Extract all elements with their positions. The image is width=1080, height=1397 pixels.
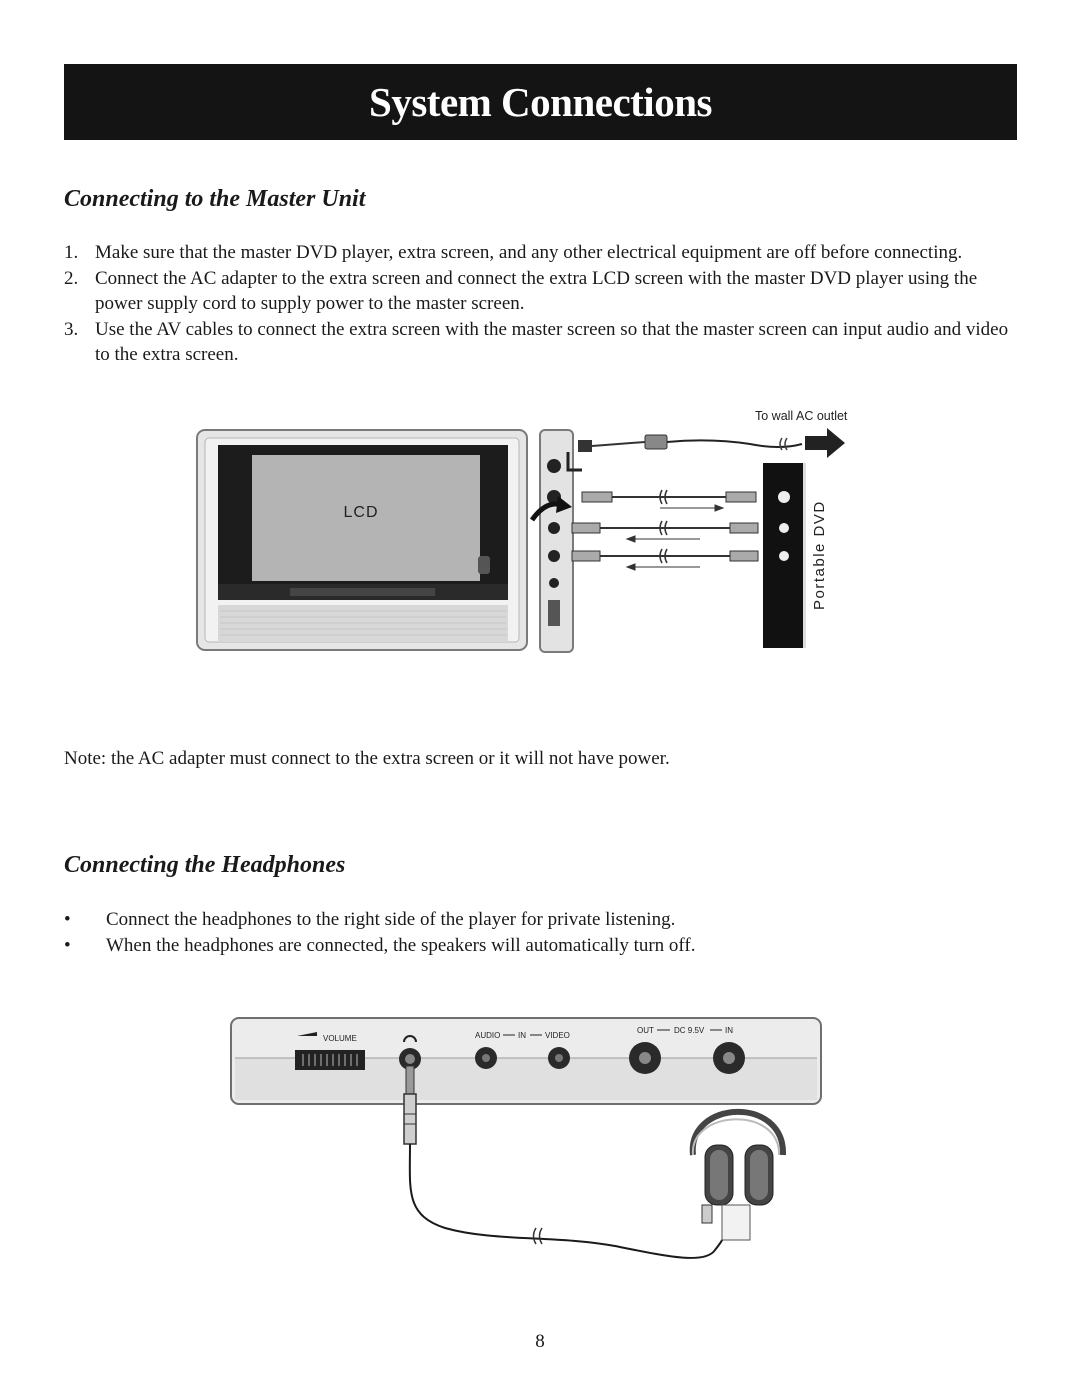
out-label: OUT (637, 1026, 654, 1035)
page-title: System Connections (369, 79, 712, 125)
wall-outlet-label: To wall AC outlet (755, 409, 848, 423)
step-number: 1. (64, 242, 79, 263)
master-unit-steps (64, 240, 1024, 368)
bullet-symbol: • (64, 909, 71, 930)
headphones-connection-diagram (225, 1010, 830, 1280)
portable-dvd-side (763, 463, 828, 648)
step-text: Make sure that the master DVD player, extra screen, and any other electrical equipment are off before connecting. (95, 242, 963, 263)
headphone-cable (410, 1144, 740, 1258)
bullet-text: When the headphones are connected, the speakers will automatically turn off. (106, 934, 696, 956)
step-text: Use the AV cables to connect the extra screen with the master screen so that the master screen can input audio and video to the extra screen. (95, 318, 1009, 365)
note-text: Note: the AC adapter must connect to the extra screen or it will not have power. (64, 748, 670, 769)
step-item (64, 240, 1024, 266)
headphone-plug (404, 1066, 416, 1144)
arrow-right-icon (805, 428, 845, 458)
dc-label: DC 9.5V (674, 1026, 705, 1035)
av-cables (572, 490, 758, 570)
bullet-item (64, 907, 695, 933)
title-bar (64, 64, 1017, 140)
step-text: Connect the AC adapter to the extra screen and connect the extra LCD screen with the master DVD player using the power supply cord to supply power to the master screen. (95, 267, 978, 314)
section-heading-headphones: Connecting the Headphones (64, 852, 346, 878)
master-unit-connection-diagram (190, 400, 880, 660)
audio-label: AUDIO (475, 1031, 501, 1040)
volume-label: VOLUME (323, 1034, 357, 1043)
step-item (64, 317, 1024, 368)
portable-dvd-label: Portable DVD (811, 500, 828, 610)
bullet-item (64, 933, 695, 959)
step-number: 2. (64, 267, 79, 289)
page-number: 8 (535, 1331, 545, 1352)
in2-label: IN (725, 1026, 733, 1035)
step-item (64, 266, 1024, 317)
bullet-symbol: • (64, 934, 71, 956)
section-heading-master-unit: Connecting to the Master Unit (64, 186, 366, 212)
step-number: 3. (64, 318, 79, 340)
lcd-monitor (197, 430, 527, 650)
bullet-text: Connect the headphones to the right side of the player for private listening. (106, 909, 676, 930)
video-label: VIDEO (545, 1031, 570, 1040)
headphones-bullets (64, 907, 695, 958)
headphones-icon (693, 1112, 783, 1240)
player-side-panel (231, 1018, 821, 1104)
in-label: IN (518, 1031, 526, 1040)
lcd-label: LCD (343, 504, 379, 521)
